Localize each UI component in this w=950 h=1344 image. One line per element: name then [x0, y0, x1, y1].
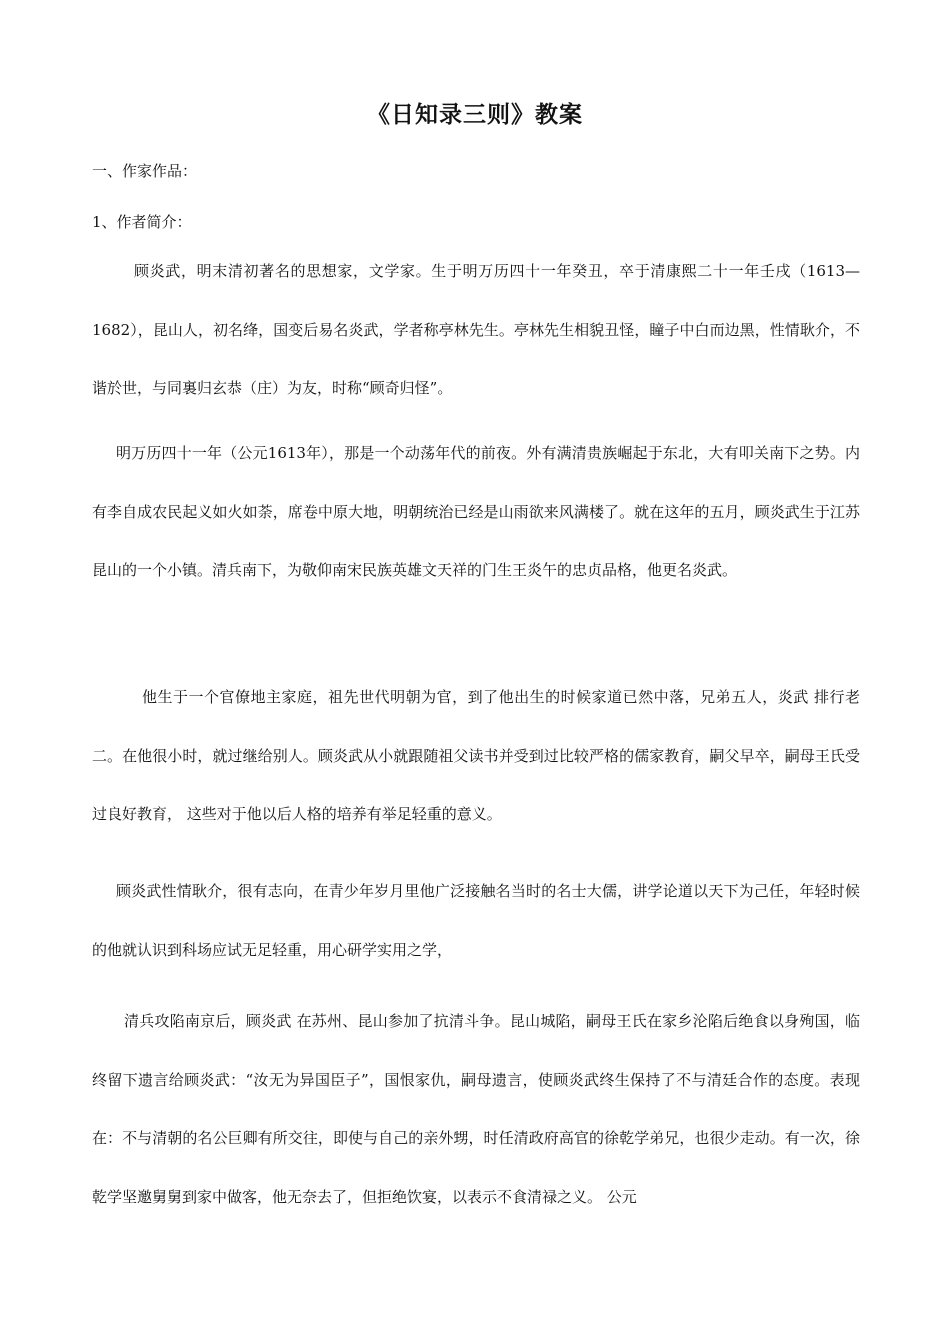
paragraph-1: 顾炎武，明末清初著名的思想家，文学家。生于明万历四十一年癸丑，卒于清康熙二十一年壬戌（1613—1682），昆山人，初名绛，国变后易名炎武，学者称亭林先生。亭林先生相貌丑怪，瞳子中白而边黑，性情耿介，不谐於世，与同裏归玄恭（庄）为友，时称“顾奇归怪”。	[92, 262, 860, 397]
paragraph-3: 他生于一个官僚地主家庭，祖先世代明朝为官，到了他出生的时候家道已然中落，兄弟五人，炎武 排行老二。在他很小时，就过继给别人。顾炎武从小就跟随祖父读书并受到过比较严格的儒家教育，嗣父早卒，嗣母王氏受过良好教育， 这些对于他以后人格的培养有举足轻重的意义。	[92, 688, 860, 823]
paragraph-2: 明万历四十一年（公元1613年），那是一个动荡年代的前夜。外有满清贵族崛起于东北，大有叩关南下之势。内有李自成农民起义如火如荼，席卷中原大地，明朝统治已经是山雨欲来风满楼了。就在这年的五月，顾炎武生于江苏昆山的一个小镇。清兵南下，为敬仰南宋民族英雄文天祥的门生王炎午的忠贞品格，他更名炎武。	[92, 444, 860, 579]
document-title: 《日知录三则》教案	[367, 102, 583, 128]
paragraph-5: 清兵攻陷南京后，顾炎武 在苏州、昆山参加了抗清斗争。昆山城陷，嗣母王氏在家乡沦陷后绝食以身殉国，临终留下遗言给顾炎武：“汝无为异国臣子”，国恨家仇，嗣母遗言，使顾炎武终生保持了不与清廷合作的态度。表现在：不与清朝的名公巨卿有所交往，即使与自己的亲外甥，时任清政府高官的徐乾学弟兄，也很少走动。有一次，徐乾学坚邀舅舅到家中做客，他无奈去了，但拒绝饮宴，以表示不食清禄之义。 公元	[92, 1012, 860, 1206]
section-heading: 一、作家作品：	[92, 162, 198, 180]
paragraph-4: 顾炎武性情耿介，很有志向，在青少年岁月里他广泛接触名当时的名士大儒，讲学论道以天下为己任，年轻时候的他就认识到科场应试无足轻重，用心研学实用之学，	[92, 882, 860, 959]
sub-heading: 1、作者简介：	[92, 213, 192, 231]
